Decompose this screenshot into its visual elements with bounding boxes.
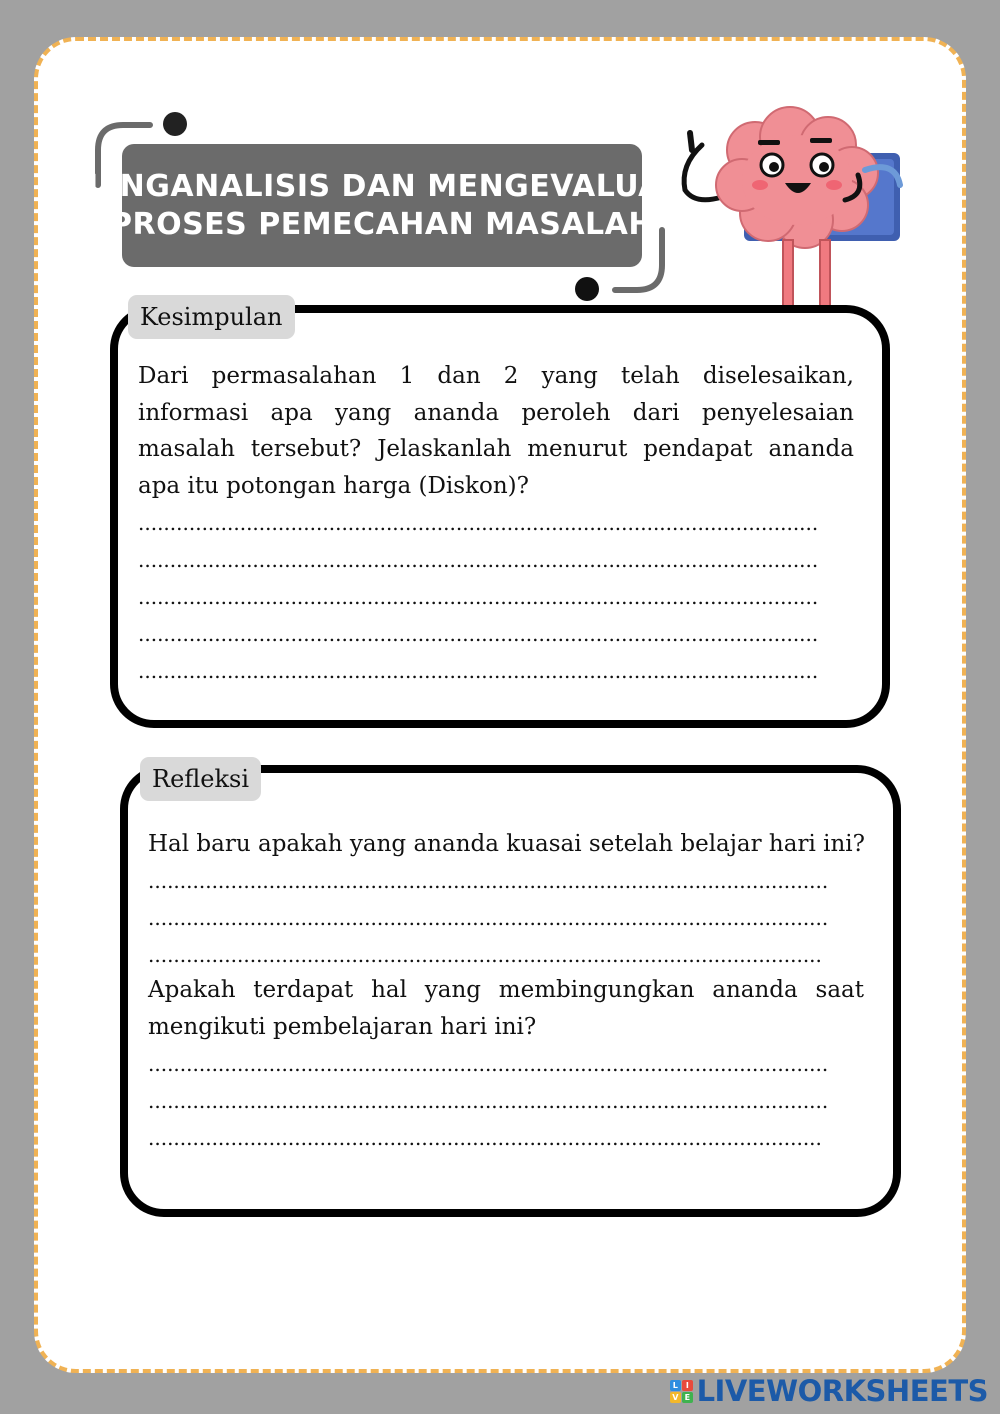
- refleksi-question-2: Apakah terdapat hal yang membingungkan ananda saat mengikuti pembelajaran hari ini?: [148, 977, 864, 1040]
- left-leg: [783, 240, 793, 310]
- page-title-line-2: PROSES PEMECAHAN MASALAH: [109, 206, 655, 242]
- decor-dot-top: [163, 112, 187, 136]
- brain-mascot-illustration: [670, 105, 910, 310]
- answer-line: ..........................................................................................................: [148, 1126, 822, 1150]
- refleksi-answer-2-area[interactable]: [148, 1046, 864, 1157]
- answer-line: ...........................................................................................................: [148, 869, 829, 893]
- liveworksheets-logo-text: LIVEWORKSHEETS: [696, 1374, 988, 1408]
- answer-line: ...........................................................................................................: [148, 1052, 829, 1076]
- answer-line: ...........................................................................................................: [148, 906, 829, 930]
- liveworksheets-logo: [670, 1373, 988, 1409]
- decor-dot-bottom: [575, 277, 599, 301]
- answer-line: ...........................................................................................................: [138, 548, 819, 572]
- answer-line: ...........................................................................................................: [138, 622, 819, 646]
- right-leg: [820, 240, 830, 310]
- answer-line: ...........................................................................................................: [138, 585, 819, 609]
- refleksi-answer-1-area[interactable]: [148, 863, 864, 974]
- brain-icon: [716, 107, 878, 248]
- answer-line: ...........................................................................................................: [138, 511, 819, 535]
- kesimpulan-tag: Kesimpulan: [128, 295, 295, 339]
- answer-line: ...........................................................................................................: [138, 659, 819, 683]
- page-title: [68, 144, 696, 267]
- answer-line: ..........................................................................................................: [148, 943, 822, 967]
- answer-line: ...........................................................................................................: [148, 1089, 829, 1113]
- page-title-line-1: MENGANALISIS DAN MENGEVALUASI: [68, 168, 696, 204]
- kesimpulan-answer-area[interactable]: [138, 505, 854, 690]
- refleksi-tag: Refleksi: [140, 757, 261, 801]
- refleksi-question-1: Hal baru apakah yang ananda kuasai setelah belajar hari ini?: [148, 831, 865, 857]
- kesimpulan-question: Dari permasalahan 1 dan 2 yang telah diselesaikan, informasi apa yang ananda peroleh dari penyelesaian masalah tersebut? Jelaskanlah menurut pendapat ananda apa itu potongan harga (Diskon)?: [138, 363, 854, 499]
- liveworksheets-logo-icon: L I V E: [670, 1380, 693, 1403]
